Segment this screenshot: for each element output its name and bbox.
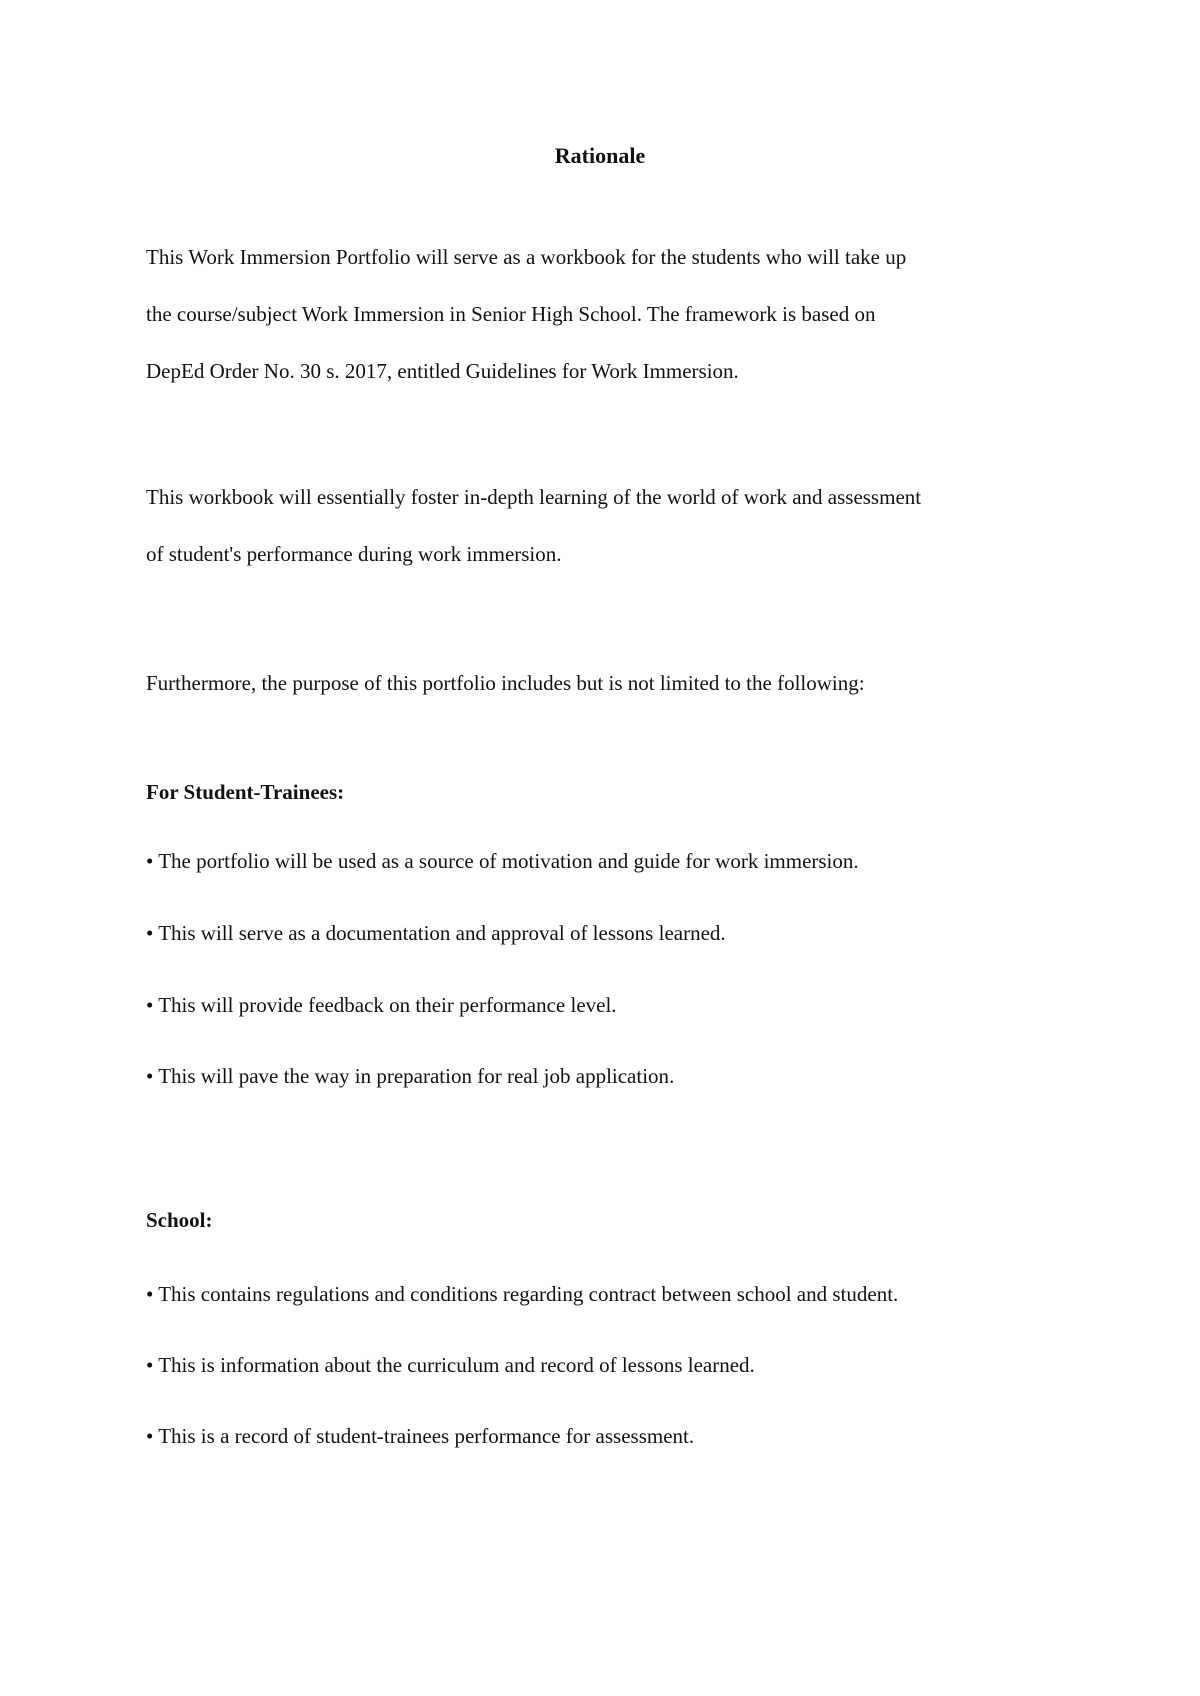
paragraph-1-line-2: the course/subject Work Immersion in Senior High School. The framework is based on	[146, 302, 876, 326]
student-trainees-item-3: • This will provide feedback on their performance level.	[146, 993, 617, 1017]
paragraph-3: Furthermore, the purpose of this portfolio includes but is not limited to the following:	[146, 671, 865, 695]
school-heading: School:	[146, 1208, 213, 1232]
paragraph-2-line-2: of student's performance during work immersion.	[146, 542, 562, 566]
student-trainees-item-1: • The portfolio will be used as a source of motivation and guide for work immersion.	[146, 849, 859, 873]
school-item-1: • This contains regulations and conditions regarding contract between school and student.	[146, 1282, 899, 1306]
page-title: Rationale	[554, 143, 646, 168]
school-item-2: • This is information about the curriculum and record of lessons learned.	[146, 1353, 755, 1377]
student-trainees-heading: For Student-Trainees:	[146, 780, 345, 804]
school-item-3: • This is a record of student-trainees performance for assessment.	[146, 1424, 695, 1448]
paragraph-2-line-1: This workbook will essentially foster in-depth learning of the world of work and assessment	[146, 485, 922, 509]
student-trainees-item-4: • This will pave the way in preparation for real job application.	[146, 1064, 675, 1088]
paragraph-1-line-1: This Work Immersion Portfolio will serve as a workbook for the students who will take up	[146, 245, 907, 269]
paragraph-1-line-3: DepEd Order No. 30 s. 2017, entitled Guidelines for Work Immersion.	[146, 359, 739, 383]
student-trainees-item-2: • This will serve as a documentation and approval of lessons learned.	[146, 921, 726, 945]
